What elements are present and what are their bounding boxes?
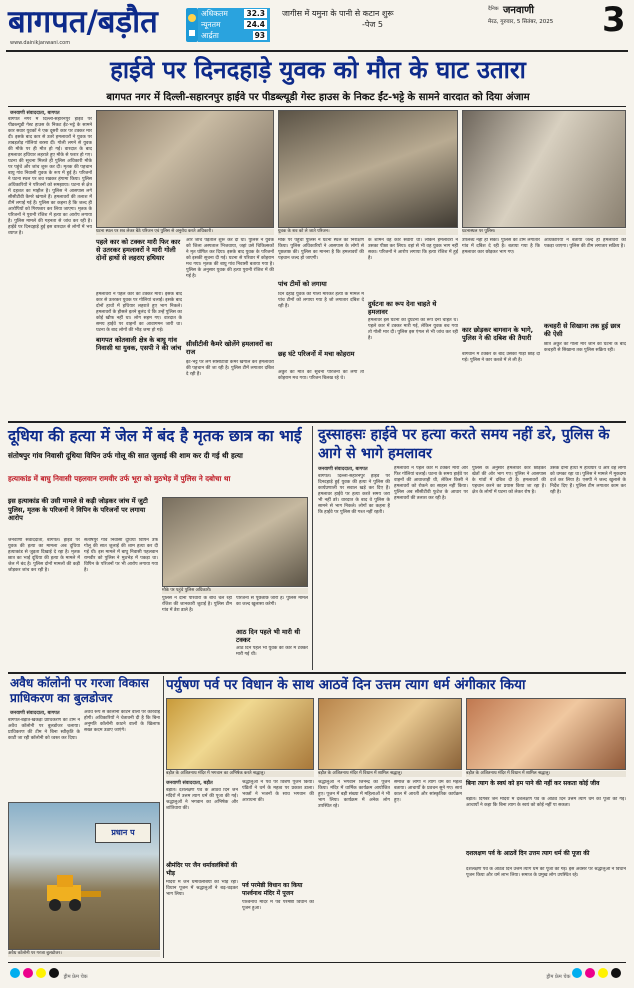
lead-rule [8,106,626,107]
mid-rule [8,672,626,674]
story2-deck1: संतोषपुर गांव निवासी दूधिया विपिन उर्फ गोलू की सात जुलाई की शाम कर दी गई थी हत्या [8,451,243,460]
story4-photo [8,802,160,950]
lead-side9-head: कचहरी से सिखाना तक हुई छात्र की ऐसी [544,322,621,338]
cyan-reg-icon [10,968,20,978]
story3-body-col1: बागपत। दिल्ली-सहारनपुर हाईवे पर दिनदहाड़े हुई युवक की हत्या ने पुलिस की कार्यप्रणाली पर सवाल खड़े कर दिए हैं। हमलावर हाईवे पर हत्या करते समय जरा भी नहीं डरे। वारदात के बाद वे पुलिस के सामने से भाग निकले। लोगों का कहना है कि हाईवे पर पुलिस की गश्त नहीं रहती। [318,474,390,515]
lead-photo-1 [96,110,274,228]
story3-body-col4: उसके दोनों हाथों में हथियार थे और वह लोगों को धमका रहा था। पुलिस ने मामले में मुकदमा दर्ज कर लिया है। एसपी ने जल्द खुलासे के निर्देश दिए हैं। पुलिस टीम लगातार काम कर रही है। [550,466,626,495]
lead-byline: जनवाणी संवाददाता, बागपत [10,111,60,116]
teaser-page: -पेज 5 [362,20,383,29]
story4-body-col1: बागपत-बड़ौत-खेकड़ा प्राधिकरण की टीम ने अवैध कॉलोनी पर बुलडोजर चलाया। प्राधिकरण की टीम ने बिना स्वीकृति के काटी जा रही कॉलोनी को ध्वस्त कर दिया। [8,718,80,741]
page-number: 3 [602,0,626,40]
story4-headline: अवैध कॉलोनी पर गरजा विकास प्राधिकरण का बुलडोजर [10,676,149,705]
magenta-reg-icon-right [585,968,595,978]
lead-body-col6: उपलब्ध नहीं हो सका। पुलिस की टीम लगातार गांव में दबिश दे रही है। बताया गया है कि हमलावर कार छोड़कर भाग गए। [462,238,540,255]
lead-headline: हाईवे पर दिनदहाड़े युवक को मौत के घाट उतारा [110,56,526,84]
lead-body-col4b: दिन दहाड़े युवक की गोली मारकर हत्या के मामले में पांच टीमों को लगाया गया है जो लगातार दबिश दे रही हैं। [278,292,364,309]
lead-photo-3 [462,110,626,228]
story5-body-col2b: पार्श्वनाथ मंदिर में पर्व परमेष्ठी विधान का पूजन हुआ। [242,900,314,911]
story5-photo-2 [318,698,462,770]
sign-text: प्रधान प [111,828,135,837]
lead-side8-head: कार छोड़कर बागवान के भागे, पुलिस ने की दबिश की तैयारी [462,326,534,342]
story5-body-col4: समाज के लोगों ने त्याग धर्म का महत्व बताया। आचार्यों के प्रवचन सुने गए। सायं काल में आरती और सांस्कृतिक कार्यक्रम हुए। [394,780,462,803]
lead-side4-head: पांच टीमों को लगाया [278,280,327,288]
story2-headline: दूधिया की हत्या में जेल में बंद है मृतक छात्र का भाई [8,427,302,445]
weather-icon [186,8,198,42]
column-divider [312,426,313,670]
lead-subhead: बागपत नगर में दिल्ली-सहारनपुर हाईवे पर पीडब्ल्यूडी गेस्ट हाउस के निकट ईंट-भट्टे के सामने वारदात को दिया अंजाम [106,92,530,103]
weather-min-value: 24.4 [246,20,265,29]
story3-body-col2: हमलावरों ने पहले कार में टक्कर मारी और फिर गोलियां चलाईं। घटना के समय हाईवे पर वाहनों की आवाजाही थी, लेकिन किसी ने हमलावरों को रोकने का साहस नहीं किया। पुलिस अब सीसीटीवी फुटेज के आधार पर हमलावरों की तलाश कर रही है। [394,466,468,501]
lead-side7-head: छह घंटे परिजनों में मचा कोहराम [278,350,355,358]
story5-sub1: श्रीमंदिर पर जैन धर्मावलंबियों की भीड़ [166,862,237,877]
column-divider-2 [163,676,164,958]
lead-caption-1: घटना स्थल पर शव लेकर बैठे परिजन एवं पुलिस से अनुरोध करते अधिकारी। [96,229,274,235]
story5-photo-3 [466,698,626,770]
story2-body-col3: पुलिस ने दोनों परिवारों के बीच चल रही रंजिश की जानकारी जुटाई है। पुलिस टीम गांव में डेरा डाले है। [162,596,232,613]
story5-body-col1b: मंदिरों में जैन धर्मावलंबियों की भीड़ रही। विधान पूजन में श्रद्धालुओं ने बढ़-चढ़कर भाग लिया। [166,880,238,897]
lead-side1-head: पहले कार को टक्कर मारी फिर कार से उतरकर हमलावरों ने मारी गोली दोनों हाथों से लहराए हथियार [96,238,181,262]
story5-headline: पर्युषण पर्व पर विधान के साथ आठवें दिन उत्तम त्याग धर्म अंगीकार किया [166,677,526,693]
story2-caption: मौके पर पहुंचे पुलिस अधिकारी। [162,588,308,594]
lead-caption-2: युवक के शव को ले जाते परिजन। [278,229,458,235]
lead-side2-head: बागपत कोतवाली क्षेत्र के बाघु गांव निवासी था युवक, एसपी ने की जांच [96,336,182,352]
story2-body-col1: जनवाणी संवाददाता, बागपत। हाईवे पर युवक की हत्या का मामला अब दूधिया हत्याकांड से जुड़ता दिखाई दे रहा है। मृतक छात्र का भाई दूधिया की हत्या के मामले में जेल में बंद है। पुलिस दोनों मामलों की कड़ी जोड़कर जांच कर रही है। [8,538,80,573]
footer-rule [8,962,626,963]
lead-bottom-rule [8,421,626,423]
story4-body-col2: अवैध रूप से कॉलोनी काटने वालों पर कार्रवाई होगी। अधिकारियों ने चेतावनी दी है कि बिना अनुमति कॉलोनी काटने वालों के खिलाफ सख्त कदम उठाए जाएंगे। [84,710,160,733]
cyan-reg-icon-right [572,968,582,978]
story2-box-body: आठ दिन पहले भी युवक की कार में टक्कर मारी गई थी। [236,646,308,657]
story3-headline: दुस्साहसः हाईवे पर हत्या करते समय नहीं डरे, पुलिस के आगे से भागे हमलावर [318,427,610,462]
story2-photo [162,497,308,587]
lead-body-col4c: अंकुर की मौत की सूचना परिजनों को लगी तो कोहराम मच गया। परिजन बिलख रहे थे। [278,370,364,381]
lead-body-col3: और जांच पड़ताल शुरू कर दी थी। पुलिस ने युवक को जिला अस्पताल भिजवाया, जहां उसे चिकित्सकों ने मृत घोषित कर दिया। इसके बाद युवक के परिजनों को इसकी सूचना दी गई। घटना से परिवार में कोहराम मच गया। मृतक की बाघु गांव निवासी बताया गया है। पुलिस के अनुसार युवक की हत्या पुरानी रंजिश में की गई है। [186,238,274,279]
masthead-title: बागपत/बड़ौत [8,4,158,40]
lead-caption-3: घटनास्थल पर पुलिस। [462,229,626,235]
story2-body-col4: परिजनों से पूछताछ जारी है। पुलिस मामले का जल्द खुलासा करेगी। [236,596,308,607]
story5-body-col3: श्रद्धालुओं ने भगवान जिनेन्द्र का पूजन किया। मंदिर में धार्मिक कार्यक्रम आयोजित हुए। पूजन में बड़ी संख्या में महिलाओं ने भी भाग लिया। कार्यक्रम में अनेक लोग उपस्थित रहे। [318,780,390,809]
paper-name: जनवाणी [503,5,534,16]
story5-body-col5: बड़ौत। दिगंबर जैन मंदिरों में दशलक्षण पर्व के आठवें दिन उत्तम त्याग धर्म की पूजा की गई। आचार्यों ने कहा कि बिना त्याग के स्वयं को कोई नहीं पा सकता। [466,797,626,808]
story3-byline: जनवाणी संवाददाता, बागपत [318,467,368,472]
lead-photo-2 [278,110,458,228]
story2-deck3: इस हत्याकांड की उसी मामले से कड़ी जोड़कर जांच में जुटी पुलिस, मृतक के परिजनों ने विपिन के परिजनों पर लगाया आरोप [8,497,148,522]
story2-body-col2: संतोषपुर गांव निवासी दूधिया विपिन उर्फ गोलू की सात जुलाई की शाम हत्या कर दी गई थी। इस मामले में बाघु निवासी पहलवान रामवीर को पुलिस ने मुठभेड़ में पकड़ा था। विपिन के परिजनों पर भी आरोप लगाया गया है। [84,538,158,573]
dateline: मेरठ, गुरुवार, 5 सितंबर, 2025 [488,19,554,25]
story2-box-head: आठ दिन पहले भी मारी थी टक्कर [236,628,301,644]
lead-body-col6b: बागवान में टक्कर के बाद उसकी गाड़ी छोड़ दी गई। पुलिस ने कार कब्जे में ले ली है। [462,352,540,363]
lead-body-col5b: हमलावर इस घटना को दुर्घटना का रूप देना चाहते थे। पहले कार में टक्कर मारी गई, लेकिन युवक बच गया तो गोली मार दी। पुलिस इस एंगल से भी जांच कर रही है। [368,318,458,341]
story5-sub4: दशलक्षण पर्व के आठवें दिन उत्तम त्याग धर्म की पूजा की [466,850,590,857]
story2-deck2: हत्याकांड में बाघु निवासी पहलवान रामवीर उर्फ भूरा को मुठभेड़ में पुलिस ने दबोचा था [8,474,231,483]
story5-sub3: बिना त्याग के स्वयं को हम पाने की नहीं कर सकता कोई जीव [466,780,600,787]
masthead-rule [6,50,628,52]
weather-hum-value: 93 [254,31,265,40]
story5-photo-1 [166,698,314,770]
lead-body-col5: के शामने वह कार सवारी थी। लेकिन हमलावरों ने उसका पीछा कर लिया। वहां से भी वह युवक भाग नहीं सका। परिजनों ने आरोप लगाया कि हत्या रंजिश में हुई है। [368,238,458,261]
lead-side5-head: सीसीटीवी कैमरे खोलेंगे हमलावरों का राज [186,340,273,356]
black-reg-icon-right [611,968,621,978]
lead-side6-head: दुर्घटना का रूप देना चाहते थे हमलावर [368,300,437,316]
story4-byline: जनवाणी संवाददाता, बागपत [10,711,60,716]
lead-body-col3b: ईंट-भट्टे पर लगे सीसीटीवी कैमरे खंगाल कर हमलावरों की पहचान की जा रही है। पुलिस टीमें लगातार दबिश दे रही हैं। [186,360,274,377]
footer-left [10,968,210,982]
lead-body-col4: मौके पर पहुंची पुलिस ने घटना स्थल का निरीक्षण किया। पुलिस अधिकारियों ने आसपास के लोगों से पूछताछ की। पुलिस का मानना है कि हमलावरों की पहचान जल्द हो जाएगी। [278,238,364,261]
weather-hum-label: आर्द्रता [201,31,219,40]
masthead-url: www.dainikjanwani.com [10,40,71,46]
story4-caption: अवैध कॉलोनी पर गरजा बुलडोजर। [8,951,160,957]
lead-body-col7b: छात्र अंकुर को गोली मारे जाने की घटना के बाद कचहरी से सिखाना तक पुलिस सक्रिय रही। [544,342,626,353]
sign-board [95,823,151,843]
footer-right [424,968,624,982]
footer-right-text: ड्रीम फ्रेम चेक [546,974,571,980]
weather-min-label: न्यूनतम [201,20,221,29]
teaser [282,8,462,30]
yellow-reg-icon-right [598,968,608,978]
story5-caption-3: बड़ौत के अजितनाथ मंदिर में विधान में शामिल श्रद्धालु। [466,771,626,777]
story3-body-col3: पुलिस के अनुसार हमलावर कार छोड़कर खेतों की ओर भाग गए। पुलिस ने आसपास के गांवों में दबिश दी है। हमलावरों की पहचान करने का प्रयास किया जा रहा है। क्षेत्र के लोगों में घटना को लेकर रोष है। [472,466,546,495]
story5-byline: जनवाणी संवाददाता, बड़ौत [166,781,213,786]
story5-sub2: पर्व परमेष्ठी विधान का किया पार्श्वनाथ मंदिर में पूजन [242,882,303,897]
story5-body-col2: श्रद्धालुओं ने पर्व पर विशेष पूजन किया। पंडितों ने धर्म के महत्व पर प्रकाश डाला। भक्तों ने भजनों के साथ भगवान की आराधना की। [242,780,314,803]
magenta-reg-icon [23,968,33,978]
lead-body-col7: अधिकारियों ने बताया जल्द ही हमलावरों को पकड़ा जाएगा। पुलिस की टीम लगातार सक्रिय है। [544,238,626,249]
weather-max-label: अधिकतम [201,9,228,18]
lead-body-col1: बागपत नगर में दिल्ली-सहारनपुर हाईवे पर पीडब्ल्यूडी गेस्ट हाउस के निकट ईंट-भट्टे के सामने कार सवार युवकों ने एक दूसरी कार पर टक्कर मार दी। इसके बाद कार से उतरे हमलावरों ने युवक पर ताबड़तोड़ गोलियां बरसा दीं। गोली लगने से युवक की मौके पर ही मौत हो गई। वारदात के बाद हमलावर हथियार लहराते हुए मौके से फरार हो गए। घटना की सूचना मिलते ही पुलिस अधिकारी मौके पर पहुंचे और जांच शुरू कर दी। मृतक की पहचान बाघु गांव निवासी युवक के रूप में हुई है। परिजनों ने घटना स्थल पर शव रखकर हंगामा किया। पुलिस अधिकारियों ने परिजनों को समझाया। घटना से क्षेत्र में दहशत का माहौल है। पुलिस ने आसपास लगे सीसीटीवी कैमरे खंगाले हैं। हमलावरों की तलाश में टीमें लगाई गई हैं। पुलिस का कहना है कि जल्द ही आरोपियों को गिरफ्तार कर लिया जाएगा। मृतक के परिजनों ने पुरानी रंजिश में हत्या का आरोप लगाया है। पुलिस मामले की गहनता से जांच कर रही है। हाईवे पर दिनदहाड़े हुई इस वारदात से लोगों में भय व्याप्त है। [8,117,92,236]
weather-box [198,8,270,42]
black-reg-icon [49,968,59,978]
story5-caption-1: बड़ौत के अजितनाथ मंदिर में भगवान का अभिषेक करते श्रद्धालु। [166,771,314,777]
story5-body-col5b: दशलक्षण पर्व के आठवें दिन उत्तम त्याग धर्म की पूजा की गई। इस अवसर पर श्रद्धालुओं ने विधान पूजन किया और धर्म लाभ लिया। समाज के प्रमुख लोग उपस्थित रहे। [466,867,626,878]
story5-caption-2: बड़ौत के अजितनाथ मंदिर में विधान में शामिल श्रद्धालु। [318,771,462,777]
footer-left-text: ड्रीम फ्रेम चेक [63,974,88,980]
weather-max-value: 32.3 [246,9,265,18]
lead-side1-body: हमलावरों ने पहले कार को टक्कर मारी। इसके बाद कार से उतरकर युवक पर गोलियां चलाईं। इसके बाद दोनों हाथों में हथियार लहराते हुए भाग निकले। हमलावरों के हौसले इतने बुलंद थे कि उन्हें पुलिस का कोई खौफ नहीं था। लोग सहम गए। वारदात के समय हाईवे पर वाहनों का आवागमन जारी था। घटना के बाद लोगों की भीड़ जमा हो गई। [96,292,182,333]
masthead [0,0,634,50]
yellow-reg-icon [36,968,46,978]
teaser-text: जागीस में यमुना के पानी से कटान शुरू [282,9,394,18]
paper-name-prefix: दैनिक [488,6,499,12]
bulldozer-icon [39,873,109,913]
story5-body-col1: बड़ौत। दशलक्षण पर्व के आठवें दिन जैन मंदिरों में उत्तम त्याग धर्म की पूजा की गई। श्रद्धालुओं ने भगवान का अभिषेक और शांतिधारा की। [166,788,238,811]
